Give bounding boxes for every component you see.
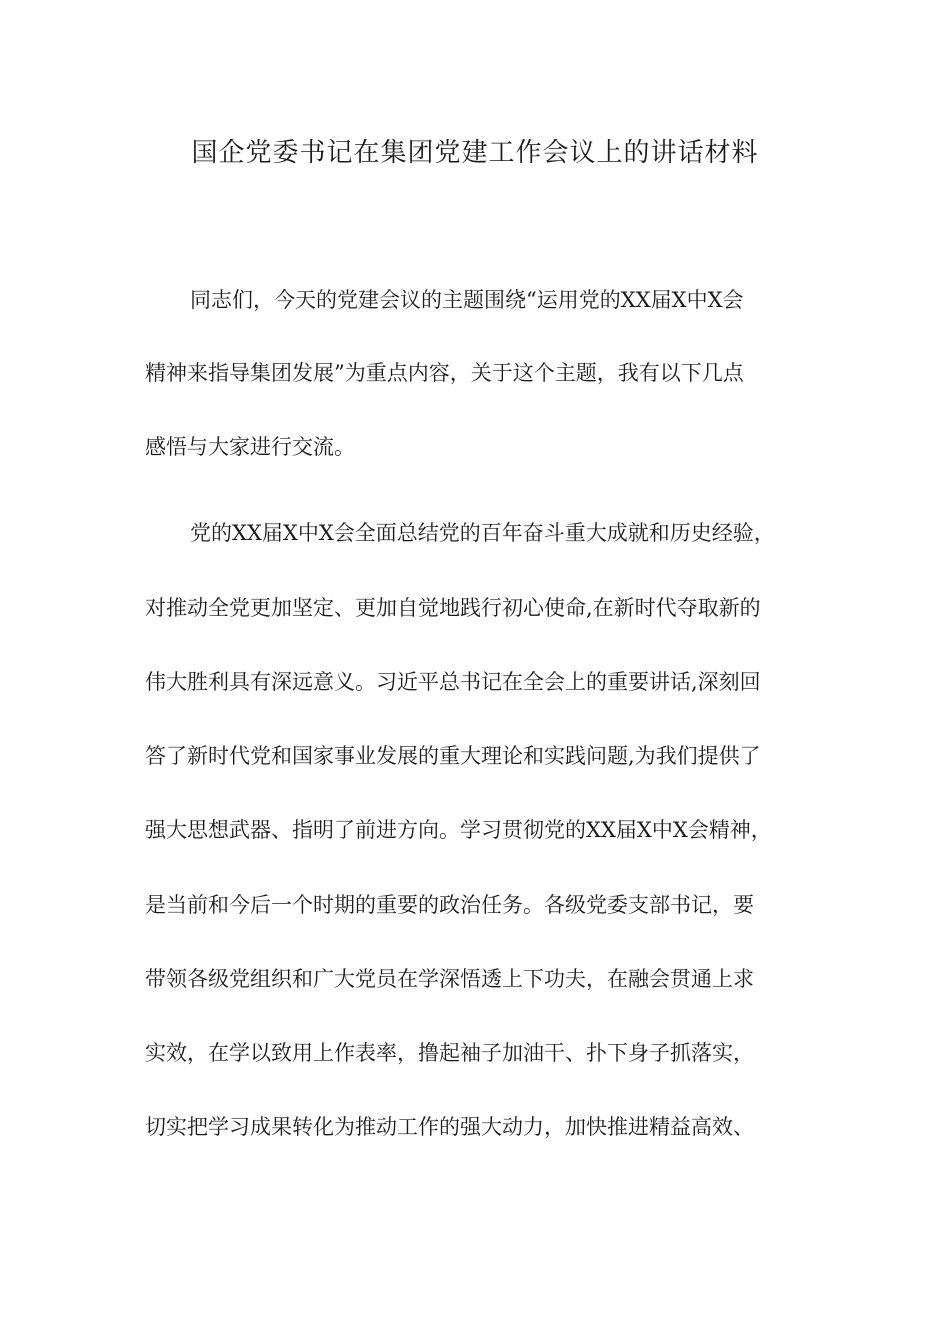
paragraph-2-line-9: 切实把学习成果转化为推动工作的强大动力，加快推进精益高效、 xyxy=(145,1115,754,1139)
paragraph-2-line-3: 伟大胜利具有深远意义。习近平总书记在全会上的重要讲话,深刻回 xyxy=(145,670,761,694)
paragraph-2-line-6: 是当前和今后一个时期的重要的政治任务。各级党委支部书记，要 xyxy=(145,893,754,917)
paragraph-1-line-1: 同志们，今天的党建会议的主题围绕“运用党的XX届X中X会 xyxy=(190,288,744,312)
paragraph-2-line-8: 实效，在学以致用上作表率，撸起袖子加油干、扑下身子抓落实， xyxy=(145,1041,754,1065)
paragraph-2-line-1: 党的XX届X中X会全面总结党的百年奋斗重大成就和历史经验， xyxy=(190,521,775,545)
paragraph-2-line-7: 带领各级党组织和广大党员在学深悟透上下功夫，在融会贯通上求 xyxy=(145,967,754,991)
paragraph-2-line-2: 对推动全党更加坚定、更加自觉地践行初心使命,在新时代夺取新的 xyxy=(145,596,761,620)
paragraph-1-line-2: 精神来指导集团发展”为重点内容，关于这个主题，我有以下几点 xyxy=(145,361,744,385)
paragraph-1-line-3: 感悟与大家进行交流。 xyxy=(145,435,355,459)
paragraph-2-line-5: 强大思想武器、指明了前进方向。学习贯彻党的XX届X中X会精神， xyxy=(145,818,772,842)
paragraph-2-line-4: 答了新时代党和国家事业发展的重大理论和实践问题,为我们提供了 xyxy=(145,744,761,768)
document-title: 国企党委书记在集团党建工作会议上的讲话材料 xyxy=(191,138,759,168)
